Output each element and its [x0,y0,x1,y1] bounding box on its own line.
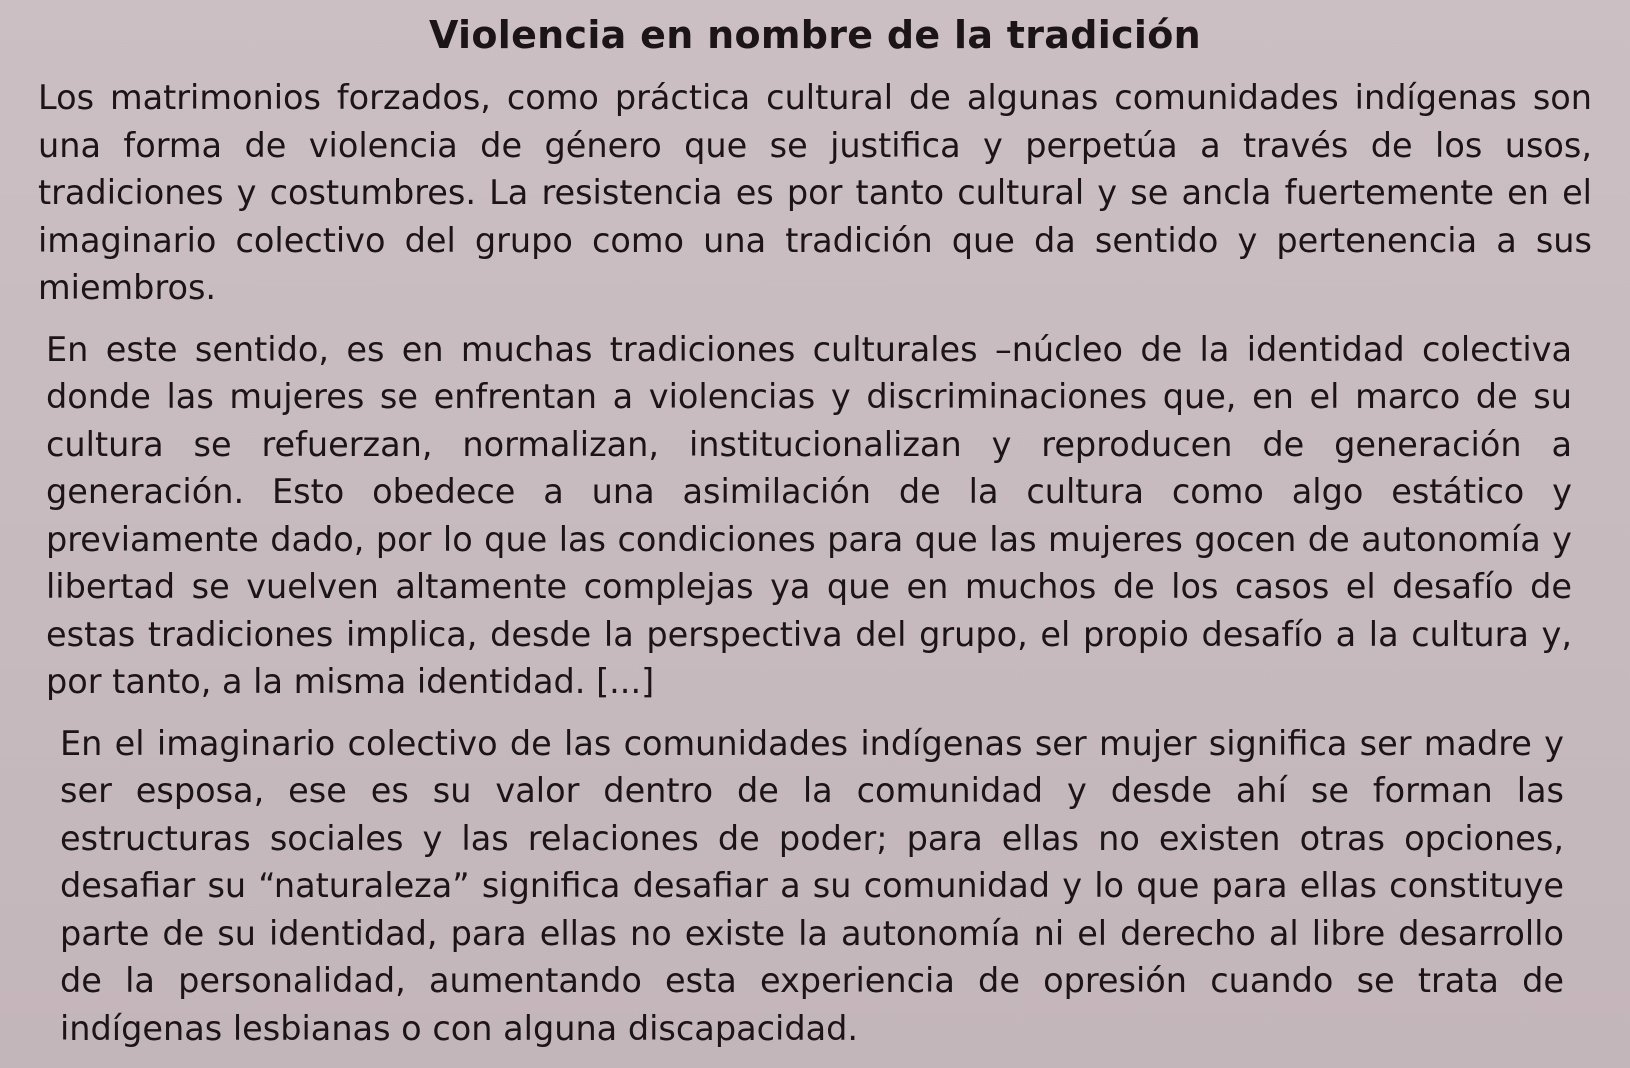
paragraph-collective-imaginary: En el imaginario colectivo de las comunidades indígenas ser mujer significa ser madre y ser esposa, ese es su valor dentro de la comunidad y desde ahí se forman las estructuras sociales y las relaciones de poder; para ellas no existen otras opciones, desafiar su “naturaleza” significa desafiar a su comunidad y lo que para ellas constituye parte de su identidad, para ellas no existe la autonomía ni el derecho al libre desarrollo de la personalidad, aumentando esta experiencia de opresión cuando se trata de indígenas lesbianas o con alguna discapacidad. [60,723,1564,1048]
paragraph-cultural-traditions: En este sentido, es en muchas tradiciones culturales –núcleo de la identidad colectiva donde las mujeres se enfrentan a violencias y discriminaciones que, en el marco de su cultura se refuerzan, normalizan, institucionalizan y reproducen de generación a generación. Esto obedece a una asimilación de la cultura como algo estático y previamente dado, por lo que las condiciones para que las mujeres gocen de autonomía y libertad se vuelven altamente complejas ya que en muchos de los casos el desafío de estas tradiciones implica, desde la perspectiva del grupo, el propio desafío a la cultura y, por tanto, a la misma identidad. [...] [46,329,1572,701]
page-title: Violencia en nombre de la tradición [429,13,1201,57]
paragraph-forced-marriages: Los matrimonios forzados, como práctica cultural de algunas comunidades indígenas son una forma de violencia de género que se justifica y perpetúa a través de los usos, tradiciones y costumbres. La resistencia es por tanto cultural y se ancla fuertemente en el imaginario colectivo del grupo como una tradición que da sentido y pertenencia a sus miembros. [38,78,1592,307]
